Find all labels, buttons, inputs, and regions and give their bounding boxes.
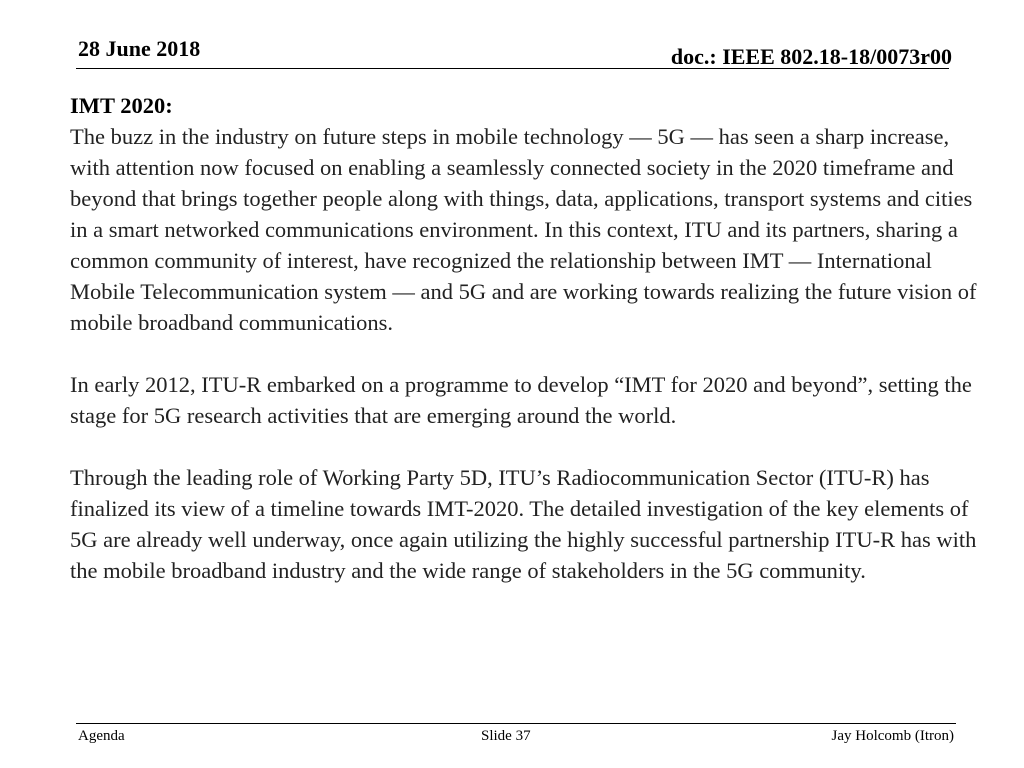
footer-author: Jay Holcomb (Itron) xyxy=(831,728,954,744)
slide-body xyxy=(70,90,990,586)
footer-section-label: Agenda xyxy=(78,728,125,744)
paragraph-itu-programme: In early 2012, ITU-R embarked on a programme to develop “IMT for 2020 and beyond”, setting the stage for 5G research activities that are emerging around the world. xyxy=(70,372,972,428)
header-divider xyxy=(76,68,949,69)
footer-divider xyxy=(76,723,956,724)
paragraph-spacer xyxy=(70,338,990,369)
slide-number: Slide 37 xyxy=(481,728,531,744)
paragraph-spacer xyxy=(70,431,990,462)
paragraph-working-party: Through the leading role of Working Party 5D, ITU’s Radiocommunication Sector (ITU-R) has finalized its view of a timeline towards IMT-2020. The detailed investigation of the key elements of 5G are already well underway, once again utilizing the highly successful partnership ITU-R has with the mobile broadband industry and the wide range of stakeholders in the 5G community. xyxy=(70,465,977,583)
header-date: 28 June 2018 xyxy=(78,36,201,61)
paragraph-imt-overview: The buzz in the industry on future steps in mobile technology — 5G — has seen a sharp increase, with attention now focused on enabling a seamlessly connected society in the 2020 timeframe and beyond that brings together people along with things, data, applications, transport systems and cities in a smart networked communications environment. In this context, ITU and its partners, sharing a common community of interest, have recognized the relationship between IMT — International Mobile Telecommunication system — and 5G and are working towards realizing the future vision of mobile broadband communications. xyxy=(70,124,977,335)
document-id: doc.: IEEE 802.18-18/0073r00 xyxy=(670,44,952,69)
section-heading: IMT 2020: xyxy=(70,93,173,118)
